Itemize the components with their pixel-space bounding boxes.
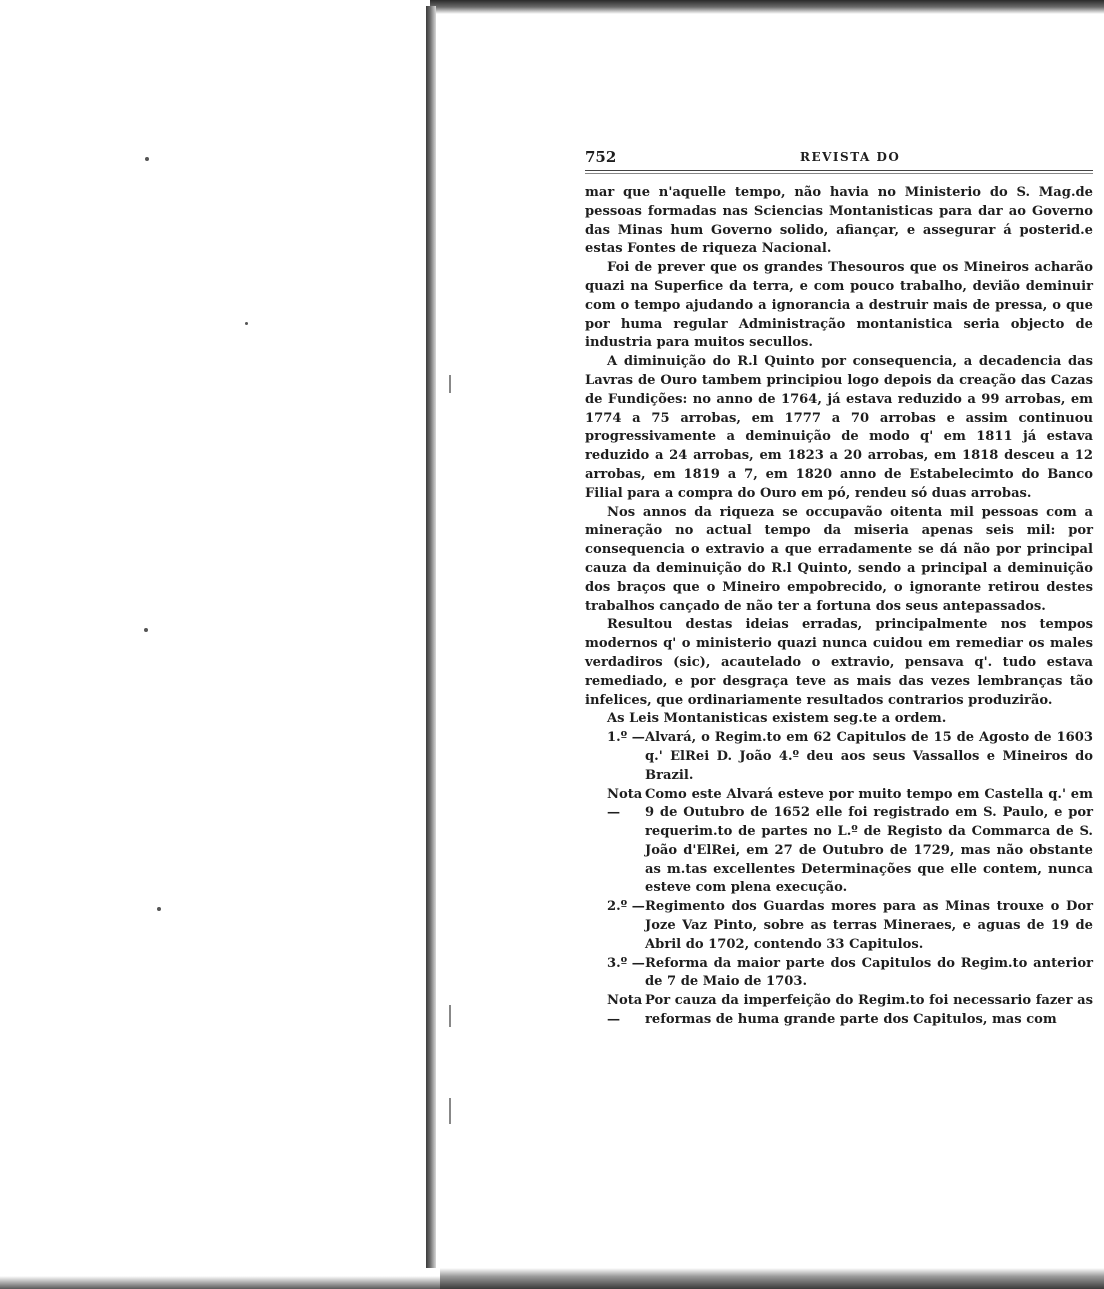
paper-speck (245, 322, 248, 325)
page-header (585, 148, 1093, 172)
page-top-shadow (430, 0, 1104, 14)
paragraph: Foi de prever que os grandes Thesouros que os Mineiros acharão quazi na Superfice da terra, e com pouco trabalho, devião deminuir com o tempo ajudando a ignorancia a destruir mais de pressa, o que por huma regular Administração montanistica seria objecto de industria para muitos secullos. (585, 260, 1093, 351)
item-text: Alvará, o Regim.to em 62 Capitulos de 15 de Agosto de 1603 q.' ElRei D. João 4.º deu aos seus Vassallos e Mineiros do Brazil. (645, 730, 1093, 783)
paragraph: As Leis Montanisticas existem seg.te a ordem. (607, 711, 947, 727)
list-item (585, 955, 1093, 993)
paragraph: Nos annos da riqueza se occupavão oitenta mil pessoas com a mineração no actual tempo da miseria apenas seis mil: por consequencia o extravio a que erradamente se dá não por principal cauza da deminuição do R.l Quinto, sendo a principal a deminuição dos braços que o Mineiro empobrecido, o ignorante retirou destes trabalhos cançado de não ter a fortuna dos seus antepassados. (585, 504, 1093, 614)
paragraph: Resultou destas ideias erradas, principalmente nos tempos modernos q' o ministerio quazi nunca cuidou em remediar os males verdadiros (sic), acautelado o extravio, pensava q'. tudo estava remediado, e por desgraça teve as mais das vezes lembranças tão infelices, que ordinariamente resultados contrarios produzirão. (585, 617, 1093, 708)
list-item (585, 729, 1093, 785)
paper-speck (144, 628, 148, 632)
list-item (585, 898, 1093, 954)
item-text: Reforma da maior parte dos Capitulos do Regim.to anterior de 7 de Maio de 1703. (645, 955, 1093, 990)
running-title: REVISTA DO (800, 150, 901, 164)
book-gutter (426, 6, 436, 1268)
item-text: Como este Alvará esteve por muito tempo em Castella q.' em 9 de Outubro de 1652 elle foi registrado em S. Paulo, e por requerim.to de partes no L.º de Registo da Commarca de S. João d'ElRei, em 27 de Outubro de 1729, mas não obstante as m.tas excellentes Determinações que elle contem, nunca esteve com plena execução. (645, 786, 1093, 896)
item-label: Nota — (607, 993, 643, 1028)
page-number: 752 (585, 148, 617, 166)
item-text: Por cauza da imperfeição do Regim.to foi necessario fazer as reformas de huma grande parte dos Capitulos, mas com (645, 993, 1093, 1028)
gutter-mark (449, 1098, 451, 1124)
item-label: 1.º — (607, 730, 645, 746)
page-body (585, 184, 1093, 1030)
page-bottom-shadow-left (0, 1276, 440, 1289)
list-item (585, 786, 1093, 899)
gutter-mark (449, 1005, 451, 1027)
paragraph: mar que n'aquelle tempo, não havia no Ministerio do S. Mag.de pessoas formadas nas Sciencias Montanisticas para dar ao Governo das Minas hum Governo solido, afiançar, e assegurar á posterid.e estas Fontes de riqueza Nacional. (585, 185, 1093, 257)
item-label: 3.º — (607, 955, 645, 971)
paper-speck (157, 907, 161, 911)
list-item (585, 992, 1093, 1030)
page-bottom-shadow (440, 1268, 1104, 1289)
paper-speck (145, 157, 149, 161)
left-page-blank (0, 0, 430, 1289)
paragraph: A diminuição do R.l Quinto por consequencia, a decadencia das Lavras de Ouro tambem principiou logo depois da creação das Cazas de Fundições: no anno de 1764, já estava reduzido a 99 arrobas, em 1774 a 75 arrobas, em 1777 a 70 arrobas e assim continuou progressivamente a deminuição de modo q' em 1811 já estava reduzido a 24 arrobas, em 1823 a 20 arrobas, em 1818 desceu a 12 arrobas, em 1819 a 7, em 1820 anno de Estabelecimto do Banco Filial para a compra do Ouro em pó, rendeu só duas arrobas. (585, 354, 1093, 501)
gutter-mark (449, 375, 451, 393)
header-rule (585, 170, 1093, 174)
item-label: Nota — (607, 786, 643, 821)
item-label: 2.º — (607, 899, 645, 915)
item-text: Regimento dos Guardas mores para as Minas trouxe o Dor Joze Vaz Pinto, sobre as terras Mineraes, e aguas de 19 de Abril do 1702, contendo 33 Capitulos. (645, 899, 1093, 952)
